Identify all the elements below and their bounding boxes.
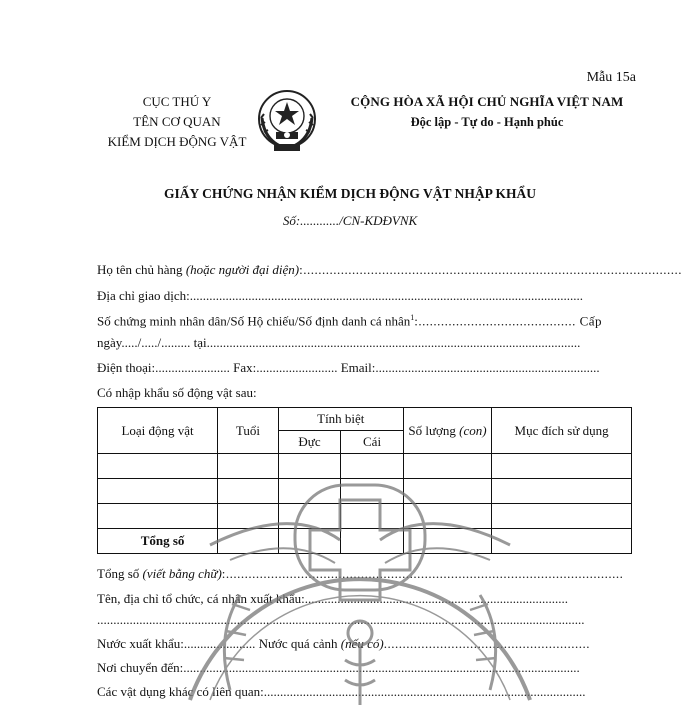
header-quantity-label: Số lượng xyxy=(408,422,456,438)
agency-line-1: CỤC THÚ Y xyxy=(142,94,212,109)
owner-label: Họ tên chủ hàng xyxy=(97,262,183,277)
total-words-label: Tổng số xyxy=(97,566,140,581)
header-sex: Tính biệt xyxy=(278,408,403,431)
other-items-field: Các vật dụng khác có liên quan:................................................................................................... xyxy=(97,684,586,699)
header-female: Cái xyxy=(341,431,404,454)
header-quantity xyxy=(403,408,491,454)
id-field xyxy=(97,313,632,329)
table-total-row xyxy=(98,529,632,554)
exporter-continuation: ...................................................................................................................................................... xyxy=(97,612,585,627)
header-animal-type: Loại động vật xyxy=(98,408,218,454)
import-intro: Có nhập khẩu số động vật sau: xyxy=(97,385,257,400)
address-field: Địa chỉ giao dịch:......................................................................................................................... xyxy=(97,288,584,303)
form-number: Mẫu 15a xyxy=(586,70,636,85)
national-motto-block xyxy=(332,92,642,132)
export-country: Nước xuất khẩu:...................... xyxy=(97,636,256,651)
document-title: GIẤY CHỨNG NHẬN KIỂM DỊCH ĐỘNG VẬT NHẬP KHẨU xyxy=(163,186,536,201)
transit-note: (nếu có) xyxy=(340,636,384,651)
total-words-field xyxy=(97,566,632,582)
issue-date-field: ngày...../...../......... tại................................................................................................................... xyxy=(97,335,581,350)
destination-field: Nơi chuyển đến:.......................................................................................................................... xyxy=(97,660,580,675)
header-male: Đực xyxy=(278,431,341,454)
agency-line-3: KIỂM DỊCH ĐỘNG VẬT xyxy=(107,134,247,149)
header-quantity-unit: (con) xyxy=(459,422,487,438)
header-purpose: Mục đích sử dụng xyxy=(492,408,632,454)
transit-label: Nước quá cảnh xyxy=(258,636,338,651)
table-row xyxy=(98,454,632,479)
total-words-dots: :.......................................................................................................... xyxy=(221,566,624,581)
table-row xyxy=(98,479,632,504)
id-label: Số chứng minh nhân dân/Số Hộ chiếu/Số định danh cá nhân xyxy=(97,313,411,329)
table-row xyxy=(98,504,632,529)
agency-line-2: TÊN CƠ QUAN xyxy=(133,114,221,129)
animal-table xyxy=(97,407,632,554)
exporter-field: Tên, địa chỉ tổ chức, cá nhân xuất khẩu:................................................................................. xyxy=(97,591,568,606)
owner-field xyxy=(97,262,682,278)
agency-block xyxy=(92,92,262,152)
total-words-note: (viết bằng chữ) xyxy=(142,566,222,581)
certificate-number: Số:............/CN-KDĐVNK xyxy=(282,213,418,228)
id-footnote: 1 xyxy=(410,313,415,322)
header-age: Tuổi xyxy=(218,408,279,454)
owner-dots: :..................................................................................................... xyxy=(299,262,682,277)
id-dots: :.......................................... Cấp xyxy=(414,313,603,329)
total-label: Tổng số xyxy=(98,529,218,554)
owner-note: (hoặc người đại diện) xyxy=(185,262,300,277)
national-emblem-icon xyxy=(256,88,318,154)
country-field xyxy=(97,636,632,652)
nation-name: CỘNG HÒA XÃ HỘI CHỦ NGHĨA VIỆT NAM xyxy=(350,94,624,109)
transit-dots: ....................................................... xyxy=(383,636,590,651)
nation-motto: Độc lập - Tự do - Hạnh phúc xyxy=(410,115,564,129)
contact-field: Điện thoại:....................... Fax:......................... Email:..................................................................... xyxy=(97,360,600,375)
